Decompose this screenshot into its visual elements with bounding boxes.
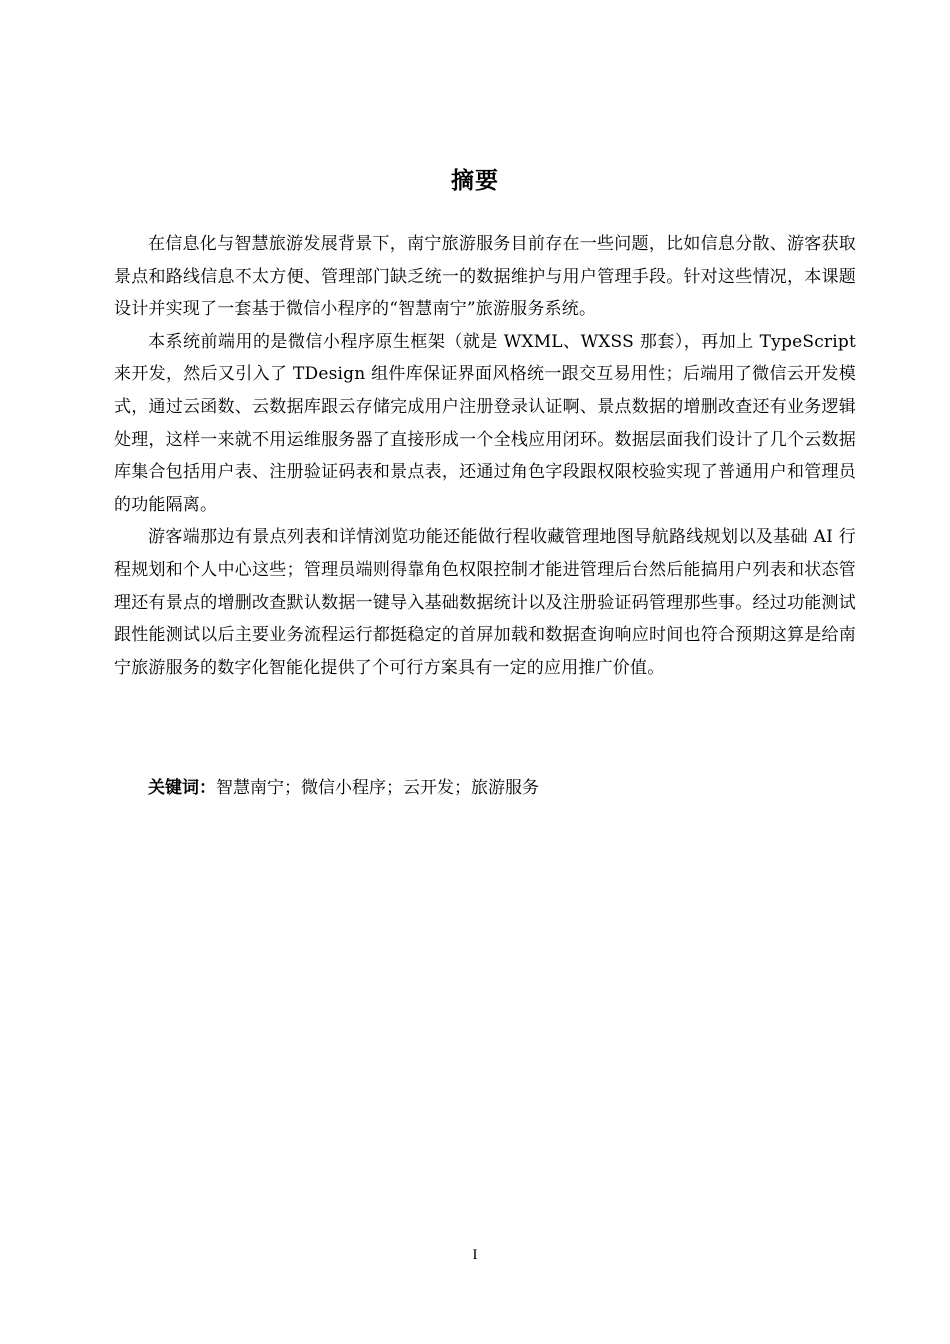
keywords-value: 智慧南宁；微信小程序；云开发；旅游服务 (216, 778, 539, 798)
page-number: I (472, 1247, 478, 1263)
abstract-paragraph-3: 游客端那边有景点列表和详情浏览功能还能做行程收藏管理地图导航路线规划以及基础 AI 行程规划和个人中心这些；管理员端则得靠角色权限控制才能进管理后台然后能搞用户列表和状态管理还有景点的增删改查默认数据一键导入基础数据统计以及注册验证码管理那些事。经过功能测试跟性能测试以后主要业务流程运行都挺稳定的首屏加载和数据查询响应时间也符合预期这算是给南宁旅游服务的数字化智能化提供了个可行方案具有一定的应用推广价值。 (114, 527, 856, 678)
abstract-title: 摘要 (451, 168, 499, 194)
abstract-paragraph-2: 本系统前端用的是微信小程序原生框架（就是 WXML、WXSS 那套），再加上 TypeScript 来开发，然后又引入了 TDesign 组件库保证界面风格统一跟交互易用性；后端用了微信云开发模式，通过云函数、云数据库跟云存储完成用户注册登录认证啊、景点数据的增删改查还有业务逻辑处理，这样一来就不用运维服务器了直接形成一个全栈应用闭环。数据层面我们设计了几个云数据库集合包括用户表、注册验证码表和景点表，还通过角色字段跟权限校验实现了普通用户和管理员的功能隔离。 (114, 331, 856, 515)
keywords-label: 关键词： (148, 778, 216, 798)
abstract-paragraph-1: 在信息化与智慧旅游发展背景下，南宁旅游服务目前存在一些问题，比如信息分散、游客获取景点和路线信息不太方便、管理部门缺乏统一的数据维护与用户管理手段。针对这些情况，本课题设计并实现了一套基于微信小程序的“智慧南宁”旅游服务系统。 (114, 234, 856, 320)
keywords-line (148, 772, 848, 804)
abstract-body (114, 228, 856, 684)
